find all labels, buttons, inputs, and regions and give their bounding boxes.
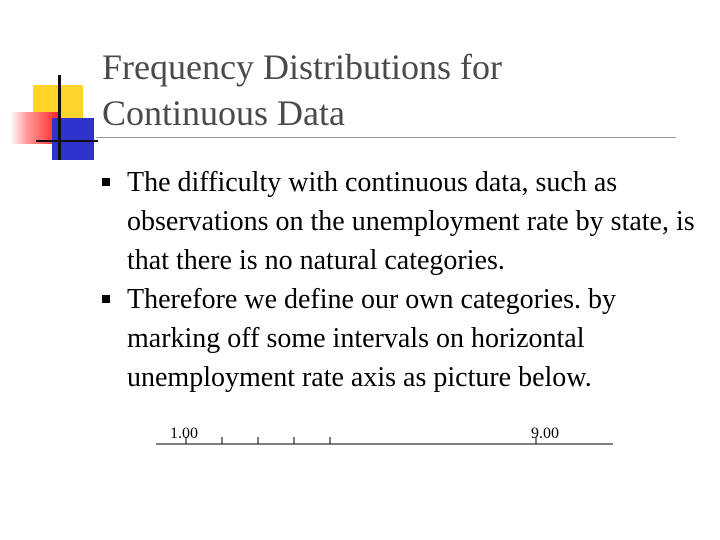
bullet-text: Therefore we define our own categories. by marking off some intervals on horizontal unemployment rate axis as picture below. bbox=[127, 284, 617, 393]
axis-min-label: 1.00 bbox=[170, 425, 198, 442]
slide-title-line-2: Continuous Data bbox=[102, 93, 345, 133]
slide-title-line-1: Frequency Distributions for bbox=[102, 47, 502, 87]
bullet-text: The difficulty with continuous data, such as observations on the unemployment rate by state, is that there is no natural categories. bbox=[127, 167, 695, 276]
axis-max-label: 9.00 bbox=[531, 425, 559, 442]
